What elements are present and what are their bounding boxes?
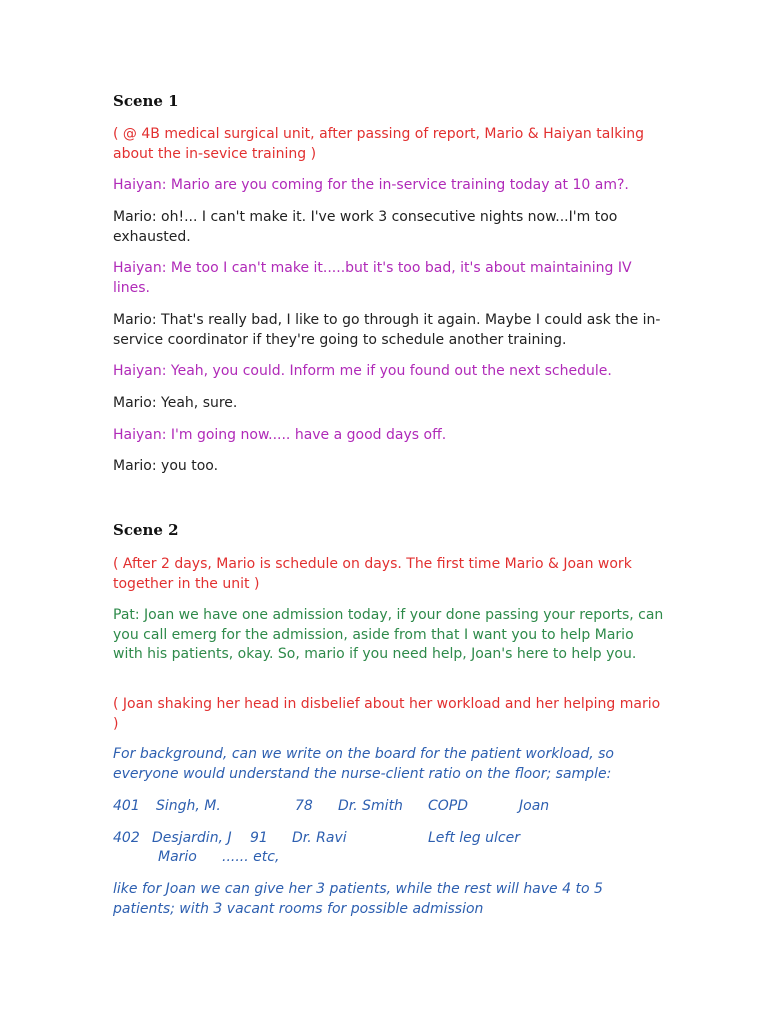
dialogue-line: Mario: That's really bad, I like to go through it again. Maybe I could ask the in-service coordinator if they're going to schedule another training. <box>113 312 661 348</box>
board-row-continued <box>113 848 673 868</box>
dialogue-line: Haiyan: I'm going now..... have a good days off. <box>113 427 447 443</box>
scene-2-stage-direction-2: ( Joan shaking her head in disbelief about her workload and her helping mario ) <box>113 696 661 732</box>
diagnosis: COPD <box>428 798 469 814</box>
scene-2-heading: Scene 2 <box>113 521 179 539</box>
closing-note: like for Joan we can give her 3 patients, while the rest will have 4 to 5 patients; with 3 vacant rooms for possible admission <box>113 881 603 917</box>
patient-age: 78 <box>295 798 313 814</box>
scene-1-heading: Scene 1 <box>113 92 179 110</box>
doctor-name: Dr. Ravi <box>292 830 347 846</box>
patient-age: 91 <box>250 830 268 846</box>
patient-name: Singh, M. <box>156 798 221 814</box>
dialogue-line: Mario: you too. <box>113 458 219 474</box>
scene-1-stage-direction: ( @ 4B medical surgical unit, after passing of report, Mario & Haiyan talking about the in-sevice training ) <box>113 126 644 162</box>
dialogue-line: Haiyan: Mario are you coming for the in-service training today at 10 am?. <box>113 177 629 193</box>
room-number: 401 <box>113 798 140 814</box>
dialogue-line: Mario: Yeah, sure. <box>113 395 238 411</box>
dialogue-line: Haiyan: Yeah, you could. Inform me if you found out the next schedule. <box>113 363 612 379</box>
room-number: 402 <box>113 830 140 846</box>
dialogue-line: Mario: oh!... I can't make it. I've work 3 consecutive nights now...I'm too exhausted. <box>113 209 618 245</box>
nurse-name: Joan <box>519 798 550 814</box>
scene-2-stage-direction: ( After 2 days, Mario is schedule on days. The first time Mario & Joan work together in the unit ) <box>113 556 632 592</box>
patient-name: Desjardin, J <box>152 830 232 846</box>
dialogue-line: Haiyan: Me too I can't make it.....but it's too bad, it's about maintaining IV lines. <box>113 260 632 296</box>
etc-text: ...... etc, <box>222 849 280 865</box>
nurse-name: Mario <box>158 849 197 865</box>
background-note: For background, can we write on the board for the patient workload, so everyone would understand the nurse-client ratio on the floor; sample: <box>113 746 614 782</box>
board-row <box>113 797 673 817</box>
doctor-name: Dr. Smith <box>338 798 403 814</box>
pat-dialogue: Pat: Joan we have one admission today, if your done passing your reports, can you call emerg for the admission, aside from that I want you to help Mario with his patients, okay. So, mario if you need help, Joan's here to help you. <box>113 607 664 662</box>
diagnosis: Left leg ulcer <box>428 830 520 846</box>
board-row <box>113 829 673 849</box>
